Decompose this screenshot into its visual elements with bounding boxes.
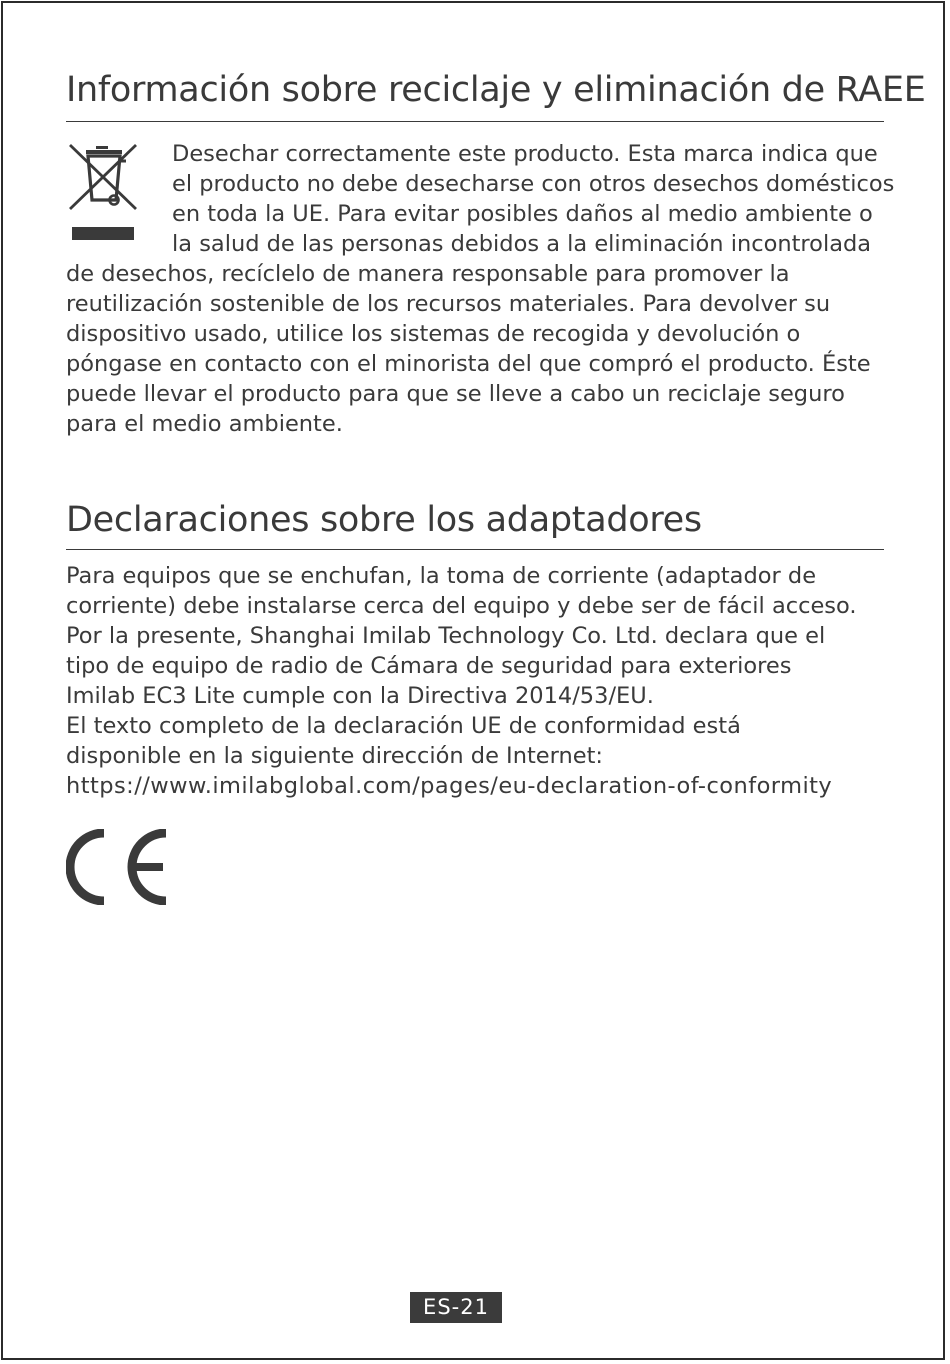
weee-section	[66, 64, 926, 439]
adapters-section	[66, 494, 896, 909]
ce-mark-icon	[66, 829, 170, 905]
weee-paragraph: Desechar correctamente este producto. Esta marca indica que el producto no debe desecharse con otros desechos domésticos en toda la UE. Para evitar posibles daños al medio ambiente o la salud de las personas debidos a la eliminación incontrolada de desechos, recíclelo de manera responsable para promover la reutilización sostenible de los recursos materiales. Para devolver su dispositivo usado, utilice los sistemas de recogida y devolución o póngase en contacto con el minorista del que compró el producto. Éste puede llevar el producto para que se lleve a cabo un reciclaje seguro para el medio ambiente.	[66, 141, 895, 437]
crossed-out-wheelie-bin-icon	[66, 143, 144, 248]
declaration-line: tipo de equipo de radio de Cámara de seguridad para exteriores	[66, 653, 792, 679]
weee-title: Información sobre reciclaje y eliminación de RAEE	[66, 70, 926, 110]
weee-body	[66, 139, 896, 439]
declaration-line: Imilab EC3 Lite cumple con la Directiva 2014/53/EU.	[66, 683, 654, 709]
adapters-title: Declaraciones sobre los adaptadores	[66, 500, 702, 540]
declaration-line: El texto completo de la declaración UE de conformidad está	[66, 713, 741, 739]
declaration-line: corriente) debe instalarse cerca del equipo y debe ser de fácil acceso.	[66, 593, 857, 619]
declaration-line: Por la presente, Shanghai Imilab Technology Co. Ltd. declara que el	[66, 623, 826, 649]
declaration-url: https://www.imilabglobal.com/pages/eu-declaration-of-conformity	[66, 773, 833, 799]
declaration-text	[66, 561, 896, 801]
declaration-line: Para equipos que se enchufan, la toma de corriente (adaptador de	[66, 563, 817, 589]
page-number-badge: ES-21	[410, 1292, 502, 1323]
declaration-line: disponible en la siguiente dirección de Internet:	[66, 743, 603, 769]
title-divider	[66, 121, 884, 122]
title-divider	[66, 549, 884, 550]
page-content	[66, 64, 926, 909]
